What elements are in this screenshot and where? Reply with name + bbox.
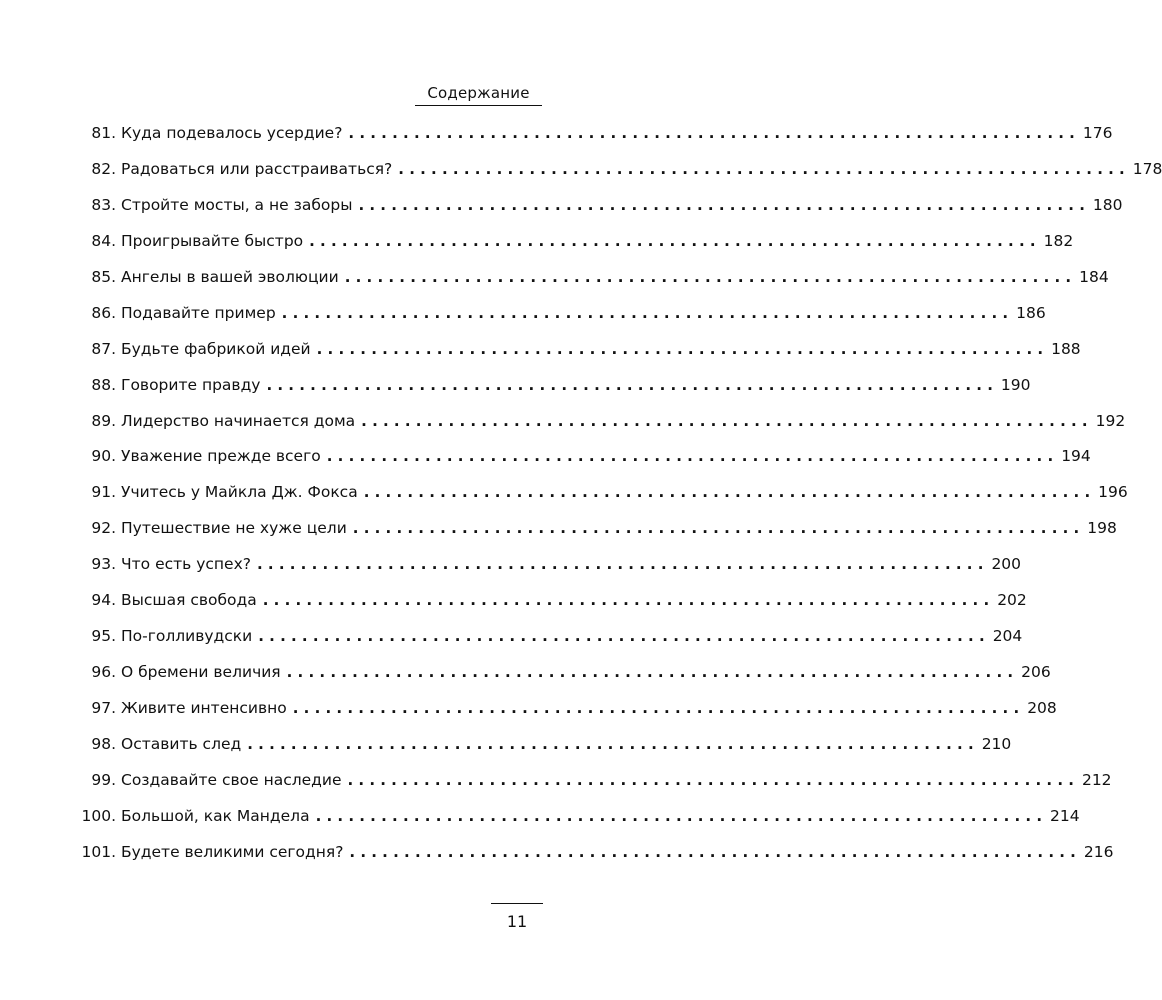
entry-title: Создавайте свое наследие [121,770,342,789]
dot-leader [257,555,983,573]
toc-entry-98 [76,734,1012,771]
entry-number: 95. [91,627,116,646]
entry-title: Будете великими сегодня? [121,842,344,861]
toc-entry-92 [76,519,1117,555]
dot-leader [309,232,1035,250]
dot-leader [317,340,1043,358]
entry-number: 87. [91,339,116,358]
table-of-contents [76,124,1162,879]
entry-number: 101. [81,842,116,861]
entry-page-number: 180 [1092,195,1123,214]
toc-entry-83 [76,195,1123,232]
dot-leader [361,412,1087,430]
entry-title: Подавайте пример [121,303,276,322]
entry-page-number: 186 [1016,303,1046,322]
entry-page-number: 190 [1000,375,1031,394]
entry-number: 93. [91,555,116,574]
toc-entry-82 [76,159,1162,196]
entry-page-number: 216 [1083,842,1114,861]
entry-number: 83. [91,195,116,214]
entry-page-number: 178 [1132,159,1162,178]
entry-page-number: 210 [981,734,1012,753]
entry-number: 100. [81,806,116,825]
entry-page-number: 184 [1079,267,1109,286]
entry-title: Лидерство начинается дома [121,411,356,430]
entry-number: 90. [91,447,116,466]
dot-leader [358,196,1084,214]
toc-entry-100 [76,806,1080,843]
entry-page-number: 176 [1082,124,1113,142]
toc-entry-101 [76,842,1114,879]
toc-entry-99 [76,770,1112,807]
dot-leader [293,699,1019,717]
entry-number: 91. [91,483,116,502]
entry-number: 99. [91,770,116,789]
entry-number: 84. [91,231,116,250]
dot-leader [364,483,1090,501]
entry-number: 82. [91,159,116,178]
entry-page-number: 202 [997,591,1027,610]
toc-entry-89 [76,411,1126,448]
toc-entry-97 [76,699,1057,735]
entry-title: Что есть успех? [121,555,251,574]
entry-title: Говорите правду [121,375,261,394]
dot-leader [348,771,1074,789]
entry-number: 86. [91,303,116,322]
entry-title: О бремени величия [121,663,281,682]
dot-leader [353,519,1079,537]
toc-entry-81 [76,124,1113,160]
entry-page-number: 192 [1095,411,1126,430]
toc-entry-85 [76,267,1109,304]
toc-entry-88 [76,375,1031,412]
toc-entry-95 [76,627,1023,663]
entry-title: Живите интенсивно [121,699,287,717]
entry-title: Будьте фабрикой идей [121,339,311,358]
dot-leader [398,160,1124,178]
entry-number: 92. [91,519,116,538]
entry-number: 88. [91,375,116,394]
entry-page-number: 208 [1027,699,1057,717]
entry-number: 97. [91,699,116,717]
entry-page-number: 196 [1098,483,1128,502]
entry-number: 85. [91,267,116,286]
entry-page-number: 188 [1051,339,1081,358]
toc-entry-86 [76,303,1046,340]
footer-rule [491,903,543,904]
entry-title: Оставить след [121,734,242,753]
entry-page-number: 212 [1081,770,1112,789]
entry-page-number: 204 [992,627,1023,646]
toc-entry-96 [76,663,1051,699]
entry-title: Куда подевалось усердие? [121,124,343,142]
dot-leader [345,268,1071,286]
toc-entry-90 [76,447,1091,483]
dot-leader [327,447,1053,465]
entry-title: Большой, как Мандела [121,806,310,825]
page-number: 11 [506,912,528,931]
entry-number: 96. [91,663,116,682]
entry-page-number: 200 [991,555,1022,574]
entry-title: Высшая свобода [121,591,257,610]
dot-leader [349,843,1075,861]
entry-page-number: 214 [1050,806,1080,825]
toc-entry-87 [76,339,1081,376]
toc-entry-93 [76,555,1022,591]
entry-title: Учитесь у Майкла Дж. Фокса [121,483,358,502]
toc-entry-91 [76,483,1128,519]
dot-leader [348,124,1074,142]
entry-title: Уважение прежде всего [121,447,321,466]
entry-page-number: 198 [1087,519,1117,538]
entry-title: Проигрывайте быстро [121,231,304,250]
dot-leader [247,735,973,753]
entry-title: Ангелы в вашей эволюции [121,267,339,286]
dot-leader [263,591,989,609]
toc-entry-94 [76,591,1027,627]
header-rule [415,105,542,106]
entry-number: 81. [91,124,116,142]
running-header: Содержание [427,84,530,102]
entry-page-number: 206 [1021,663,1051,682]
dot-leader [316,807,1042,825]
dot-leader [282,304,1008,322]
entry-page-number: 182 [1043,231,1074,250]
entry-page-number: 194 [1061,447,1091,466]
entry-number: 89. [91,411,116,430]
entry-title: Путешествие не хуже цели [121,519,347,538]
entry-number: 94. [91,591,116,610]
toc-entry-84 [76,231,1074,268]
entry-title: Стройте мосты, а не заборы [121,195,353,214]
entry-title: Радоваться или расстраиваться? [121,159,393,178]
dot-leader [287,663,1013,681]
entry-title: По-голливудски [121,627,253,646]
dot-leader [266,376,992,394]
entry-number: 98. [91,734,116,753]
dot-leader [258,627,984,645]
